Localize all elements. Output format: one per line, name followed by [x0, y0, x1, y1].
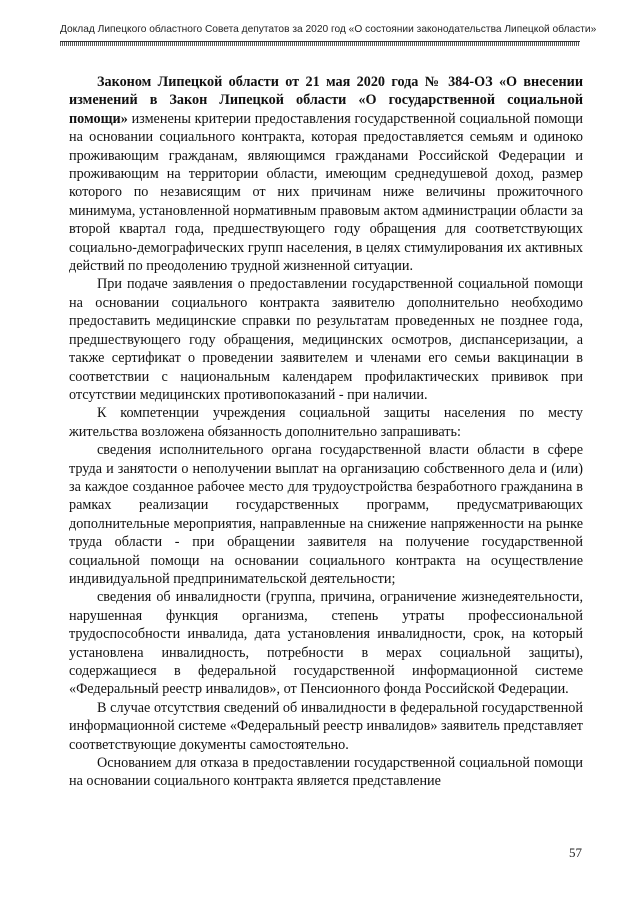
header-rule — [60, 41, 580, 46]
page-number: 57 — [569, 845, 582, 860]
body-text — [69, 73, 583, 791]
paragraph-6: В случае отсутствия сведений об инвалидности в федеральной государственной информационной системе «Федеральный реестр инвалидов» заявитель представляет соответствующие документы самостоятельно. — [69, 699, 583, 753]
paragraph-1 — [69, 73, 583, 275]
paragraph-1-text: изменены критерии предоставления государственной социальной помощи на основании социального контракта, которая предоставляется семьям и одиноко проживающим гражданам, являющимся гражданами Российской Федерации и проживающим на территории области, имеющим среднедушевой доход, размер которого по независящим от них причинам ниже величины прожиточного минимума, установленной нормативным правовым актом администрации области за второй квартал года, предшествующего году обращения для соответствующих социально-демографических групп населения, в целях стимулирования их активных действий по преодолению трудной жизненной ситуации. — [69, 110, 583, 275]
running-header: Доклад Липецкого областного Совета депутатов за 2020 год «О состоянии законодательства Липецкой области» — [60, 24, 597, 35]
paragraph-7: Основанием для отказа в предоставлении государственной социальной помощи на основании социального контракта является представление — [69, 755, 583, 790]
paragraph-2: При подаче заявления о предоставлении государственной социальной помощи на основании социального контракта заявителю дополнительно необходимо предоставить медицинские справки по результатам проведенных не позднее года, предшествующего году обращения, медицинских осмотров, диспансеризации, а также сертификат о проведении заявителем и членами его семьи вакцинации в соответствии с национальным календарем профилактических прививок при отсутствии медицинских противопоказаний - при наличии. — [69, 276, 583, 403]
paragraph-4: сведения исполнительного органа государственной власти области в сфере труда и занятости о неполучении выплат на организацию собственного дела и (или) за каждое созданное рабочее место для трудоустройства безработного гражданина в рамках реализации государственных программ, предусматривающих дополнительные мероприятия, направленные на снижение напряженности на рынке труда области - при обращении заявителя на получение государственной социальной помощи на основании социального контракта на осуществление индивидуальной предпринимательской деятельности; — [69, 442, 583, 587]
law-title: Законом Липецкой области от 21 мая 2020 года № 384-ОЗ «О внесении изменений в Закон Липецкой области «О государственной социальной помощи» — [69, 74, 583, 127]
paragraph-5: сведения об инвалидности (группа, причина, ограничение жизнедеятельности, нарушенная функция организма, степень утраты профессиональной трудоспособности инвалида, дата установления инвалидности, срок, на который установлена инвалидность, потребности в мерах социальной защиты), содержащиеся в федеральной государственной информационной системе «Федеральный реестр инвалидов», от Пенсионного фонда Российской Федерации. — [69, 589, 583, 698]
paragraph-3: К компетенции учреждения социальной защиты населения по месту жительства возложена обязанность дополнительно запрашивать: — [69, 405, 583, 440]
